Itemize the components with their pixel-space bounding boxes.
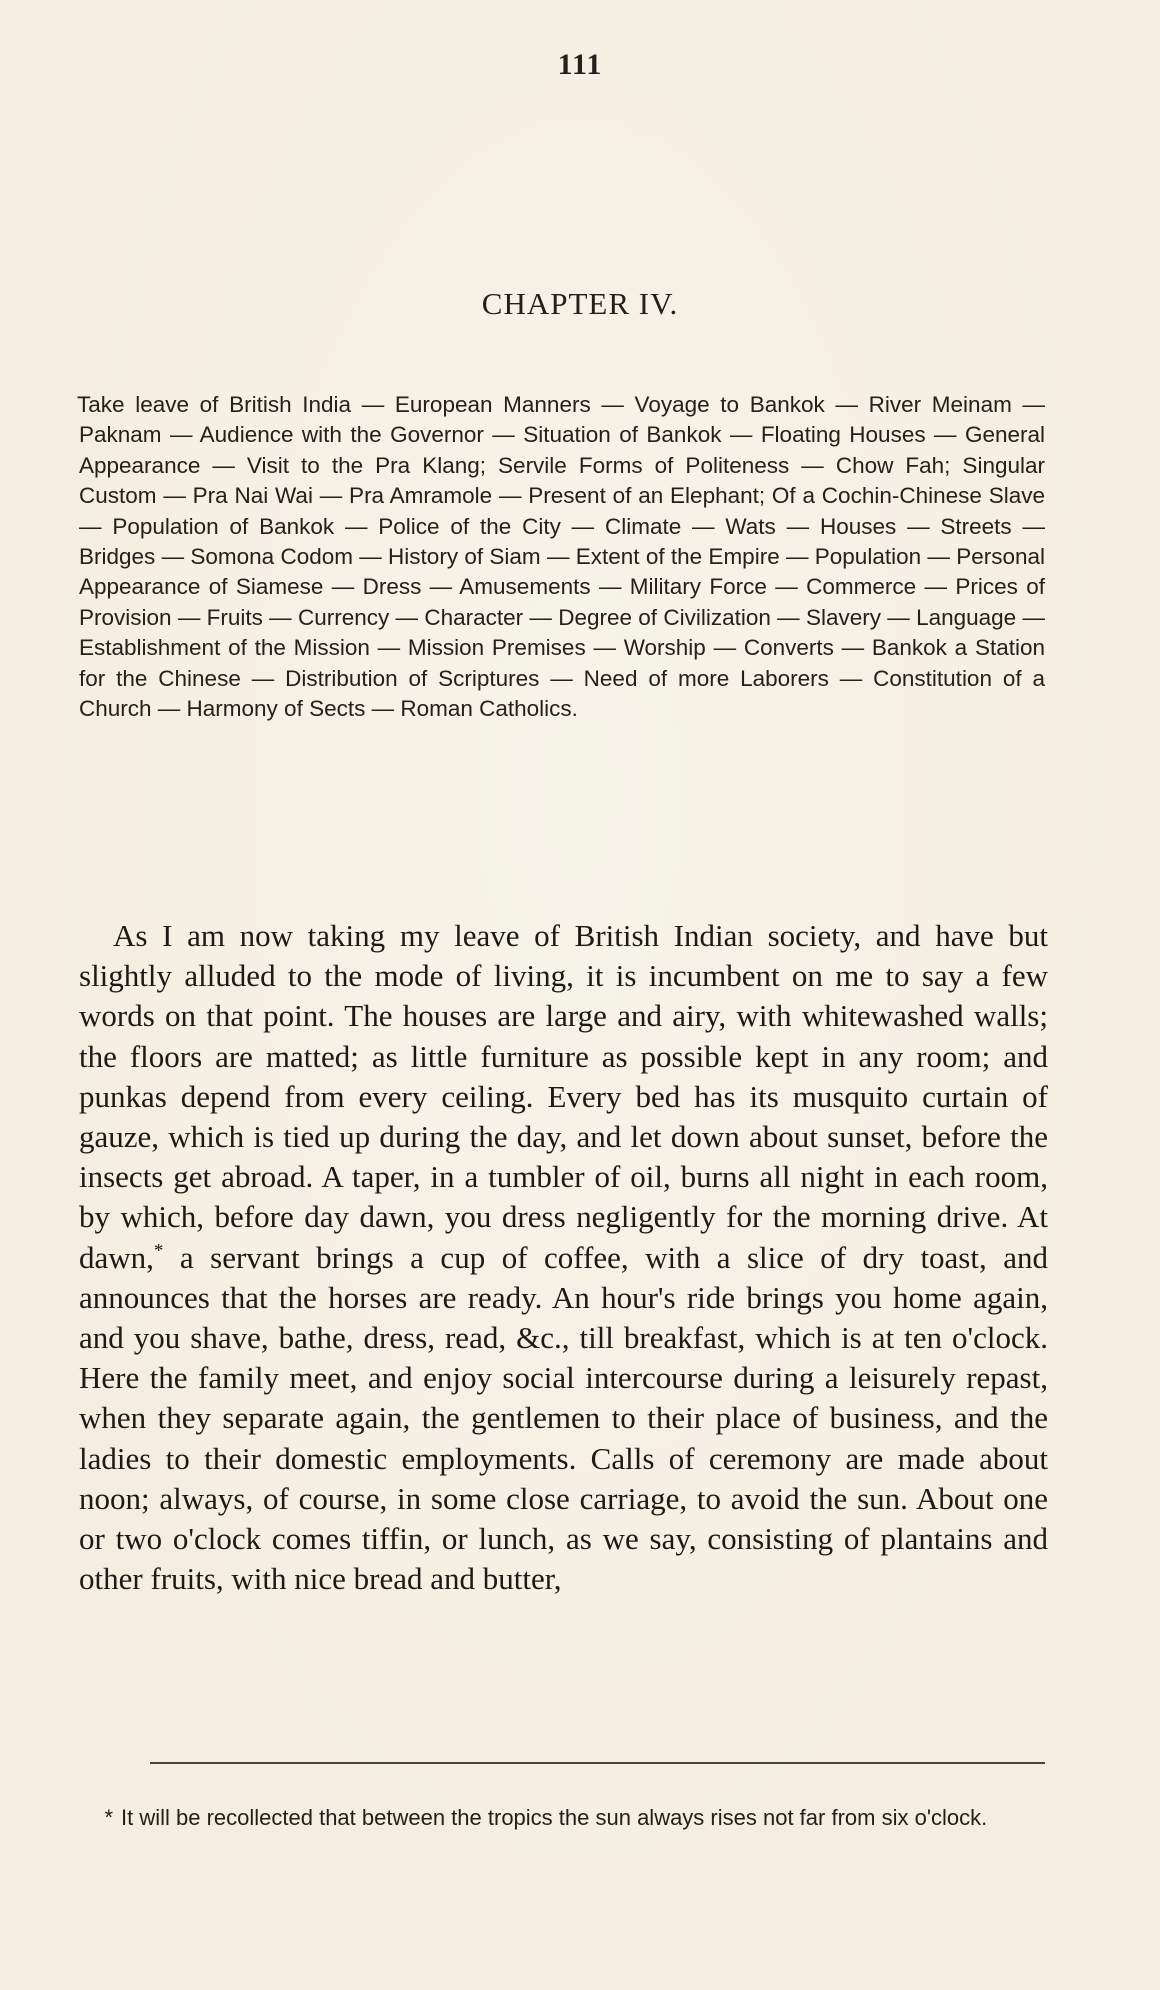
chapter-heading: CHAPTER IV. — [481, 286, 679, 321]
footnote-text: It will be recollected that between the tropics the sun always rises not far from six o'clock. — [121, 1805, 988, 1830]
footnote — [79, 1802, 1045, 1834]
body-paragraph — [79, 916, 1048, 1599]
chapter-synopsis — [79, 390, 1045, 724]
body-text-part-1: As I am now taking my leave of British Indian society, and have but slightly alluded to the mode of living, it is incumbent on me to say a few words on that point. The houses are large and airy, with whitewashed walls; the floors are matted; as little furniture as possible kept in any room; and punkas depend from every ceiling. Every bed has its musquito curtain of gauze, which is tied up during the day, and let down about sunset, before the insects get abroad. A taper, in a tumbler of oil, burns all night in each room, by which, before day dawn, you dress negligently for the morning drive. At dawn, — [79, 918, 1048, 1275]
footnote-separator-rule — [150, 1762, 1045, 1764]
body-text-part-2: a servant brings a cup of coffee, with a slice of dry toast, and announces that the horses are ready. An hour's ride brings you home again, and you shave, bathe, dress, read, &c., till breakfast, which is at ten o'clock. Here the family meet, and enjoy social intercourse during a leisurely repast, when they separate again, the gentlemen to their place of business, and the ladies to their domestic employments. Calls of ceremony are made about noon; always, of course, in some close carriage, to avoid the sun. About one or two o'clock comes tiffin, or lunch, as we say, consisting of plantains and other fruits, with nice bread and butter, — [79, 1239, 1048, 1597]
page-number: 111 — [557, 48, 603, 81]
synopsis-text: Take leave of British India — European Manners — Voyage to Bankok — River Meinam — Paknam — Audience with the Governor — Situation of Bankok — Floating Houses — General Appearance — Visit to the Pra Klang; Servile Forms of Politeness — Chow Fah; Singular Custom — Pra Nai Wai — Pra Amramole — Present of an Elephant; Of a Cochin-Chinese Slave — Population of Bankok — Police of the City — Climate — Wats — Houses — Streets — Bridges — Somona Codom — History of Siam — Extent of the Empire — Population — Personal Appearance of Siamese — Dress — Amusements — Military Force — Commerce — Prices of Provision — Fruits — Currency — Character — Degree of Civilization — Slavery — Language — Establishment of the Mission — Mission Premises — Worship — Converts — Bankok a Station for the Chinese — Distribution of Scriptures — Need of more Laborers — Constitution of a Church — Harmony of Sects — Roman Catholics. — [77, 392, 1045, 722]
footnote-reference-marker: * — [153, 1240, 164, 1262]
footnote-star: * — [104, 1805, 113, 1830]
